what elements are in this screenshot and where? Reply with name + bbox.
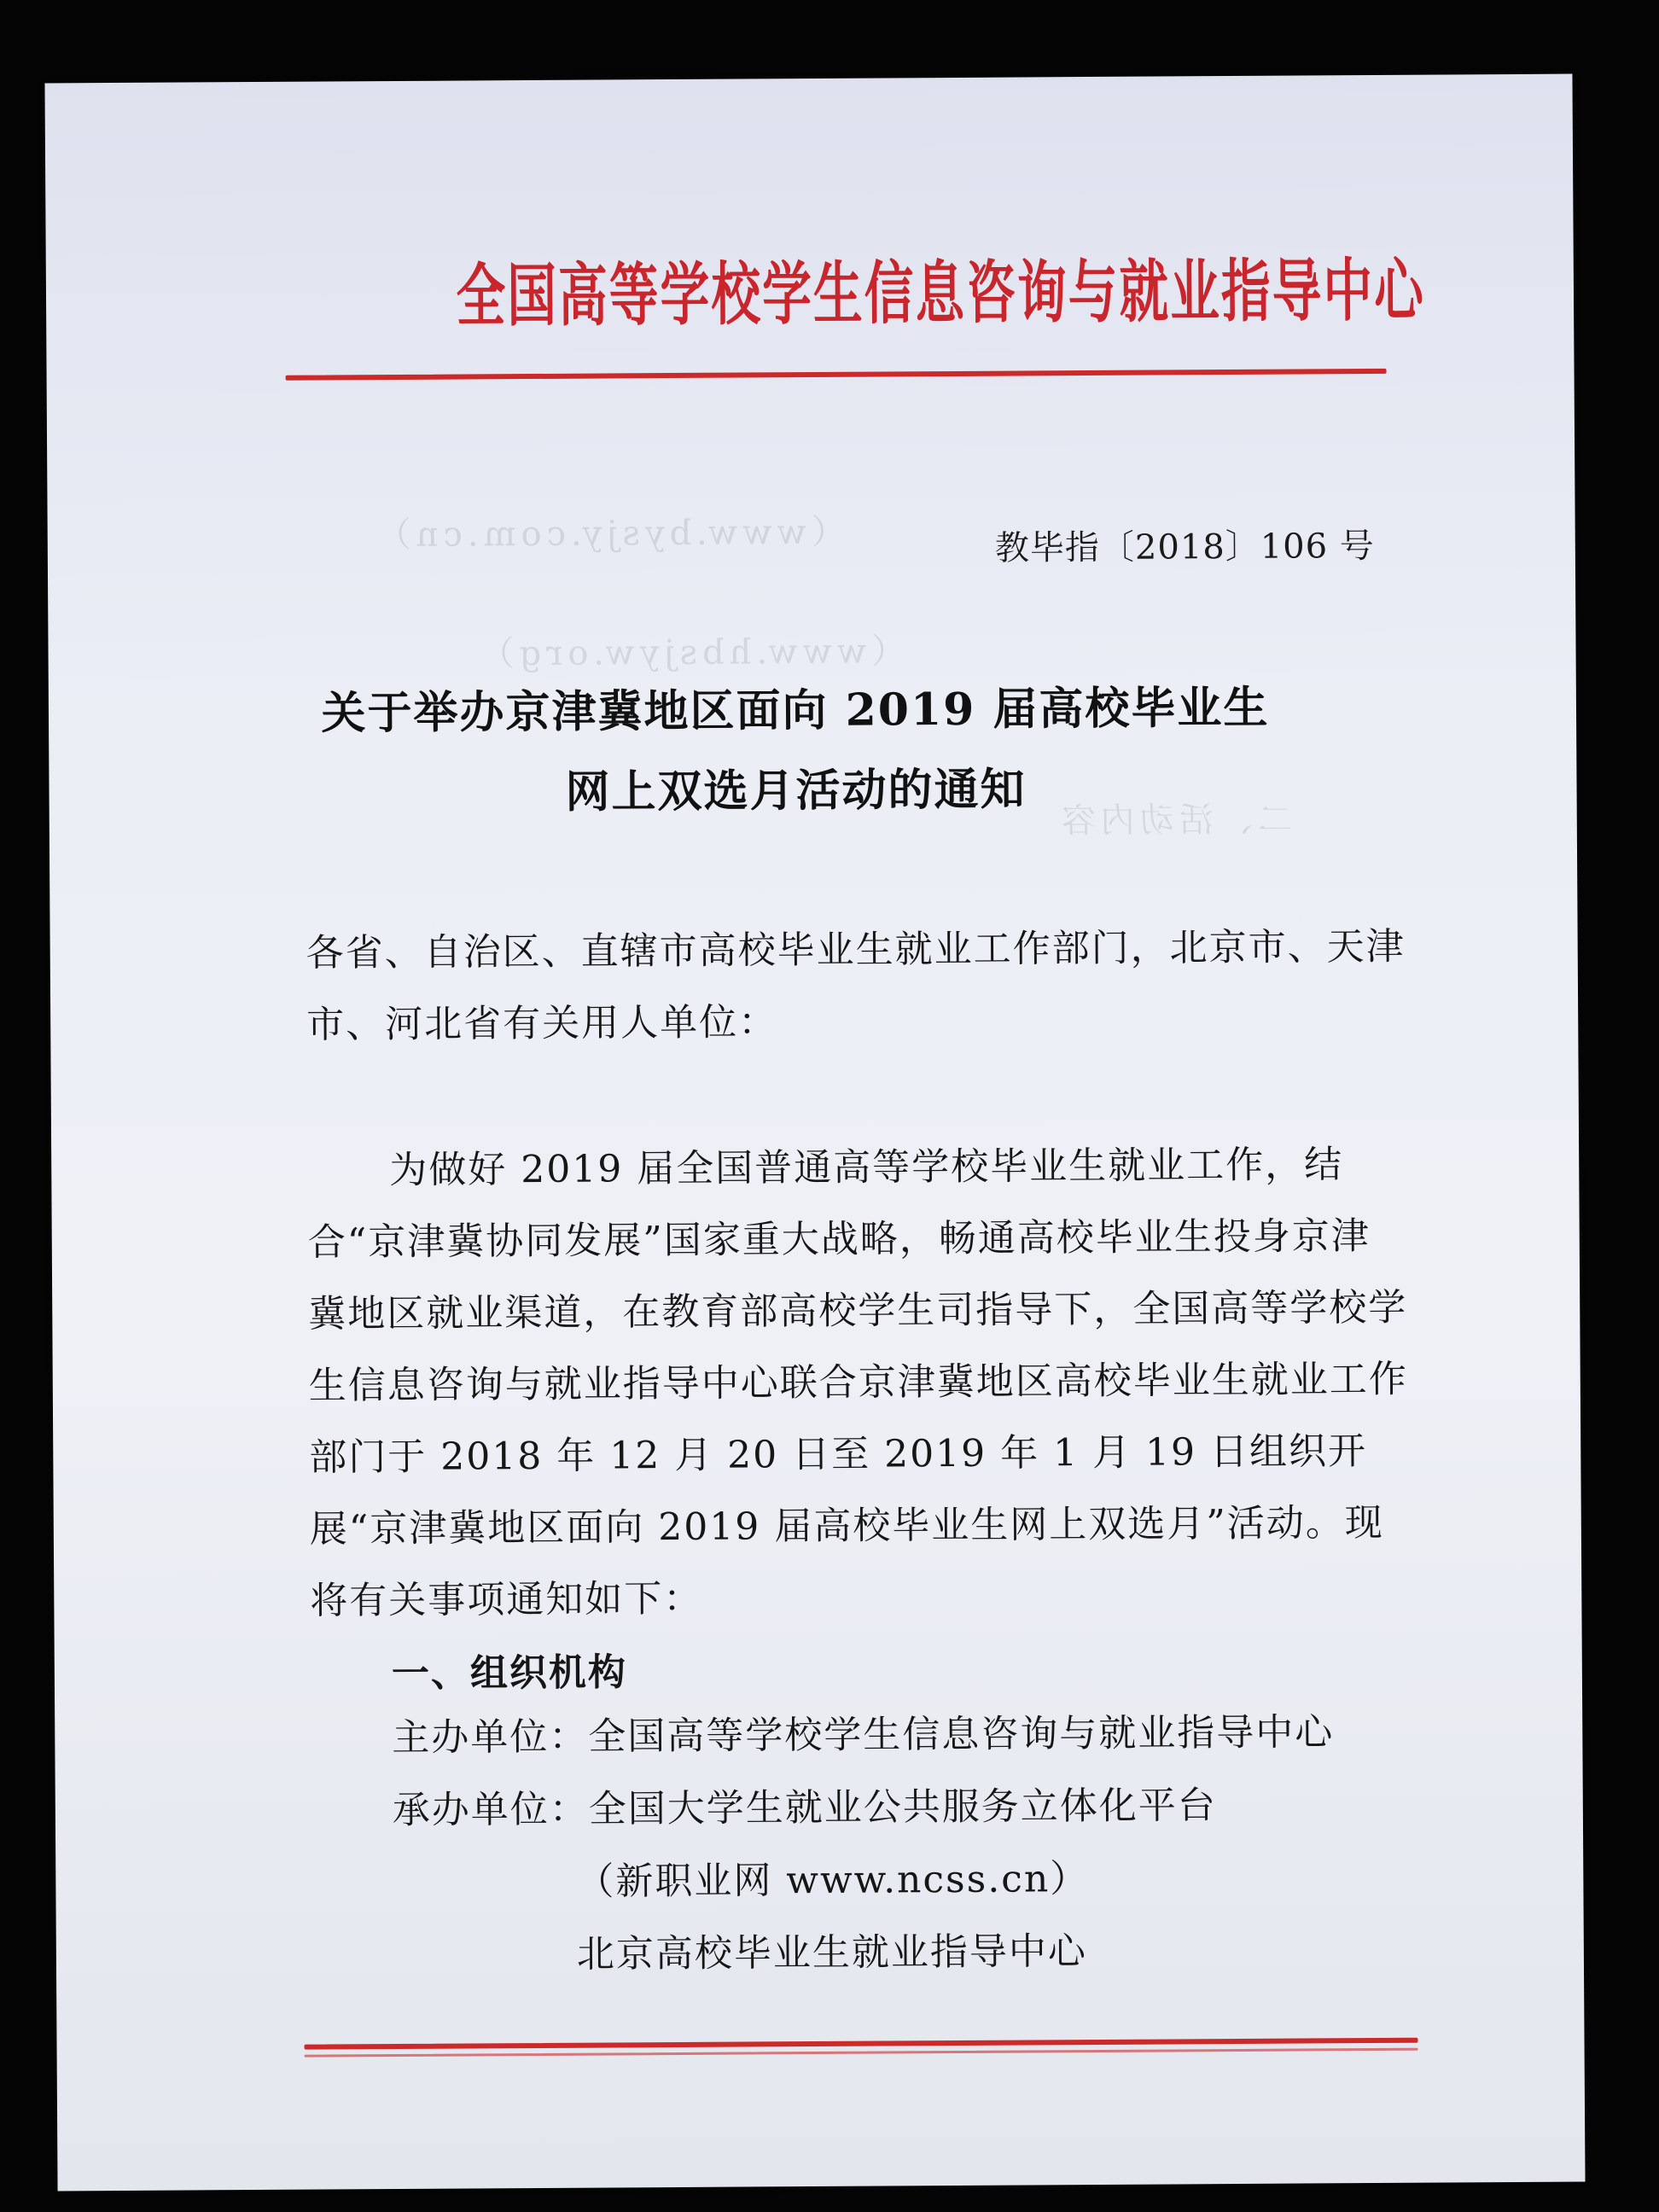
host-unit: 主办单位：全国高等学校学生信息咨询与就业指导中心	[392, 1710, 1335, 1761]
document-title-line-1: 关于举办京津冀地区面向 2019 届高校毕业生	[321, 681, 1270, 740]
show-through-text: 二、活动内容	[1056, 800, 1292, 841]
document-number: 教毕指〔2018〕106 号	[994, 526, 1375, 568]
organizer-unit: 承办单位：全国大学生就业公共服务立体化平台	[392, 1784, 1217, 1833]
addressee-paragraph: 各省、自治区、直辖市高校毕业生就业工作部门，北京市、天津市、河北省有关用人单位：	[306, 924, 1406, 1047]
document-page	[44, 74, 1585, 2192]
letterhead-rule	[286, 369, 1387, 381]
show-through-text: （www.hbsjyw.org）	[474, 632, 906, 674]
letterhead-title: 全国高等学校学生信息咨询与就业指导中心	[456, 250, 1426, 336]
footer-rule-thin	[305, 2048, 1418, 2058]
section-heading: 一、组织机构	[391, 1650, 628, 1697]
organizer-website: （新职业网 www.ncss.cn）	[576, 1857, 1090, 1904]
intro-text: 为做好 2019 届全国普通高等学校毕业生就业工作，结合“京津冀协同发展”国家重大战略，畅通高校毕业生投身京津冀地区就业渠道，在教育部高校学生司指导下，全国高等学校学生信息咨询与就业指导中心联合京津冀地区高校毕业生就业工作部门于 2018 年 12 月 20 日至 2019 年 1 月 19 日组织开展“京津冀地区面向 2019 届高校毕业生网上双选月”活动。现将有关事项通知如下：	[307, 1143, 1408, 1623]
intro-paragraph	[307, 1129, 1412, 1638]
co-organizer-unit: 北京高校毕业生就业指导中心	[576, 1930, 1088, 1976]
show-through-text: （www.bysjy.com.cn）	[371, 512, 846, 556]
document-title-line-2: 网上双选月活动的通知	[565, 763, 1027, 818]
footer-rule	[305, 2038, 1418, 2050]
